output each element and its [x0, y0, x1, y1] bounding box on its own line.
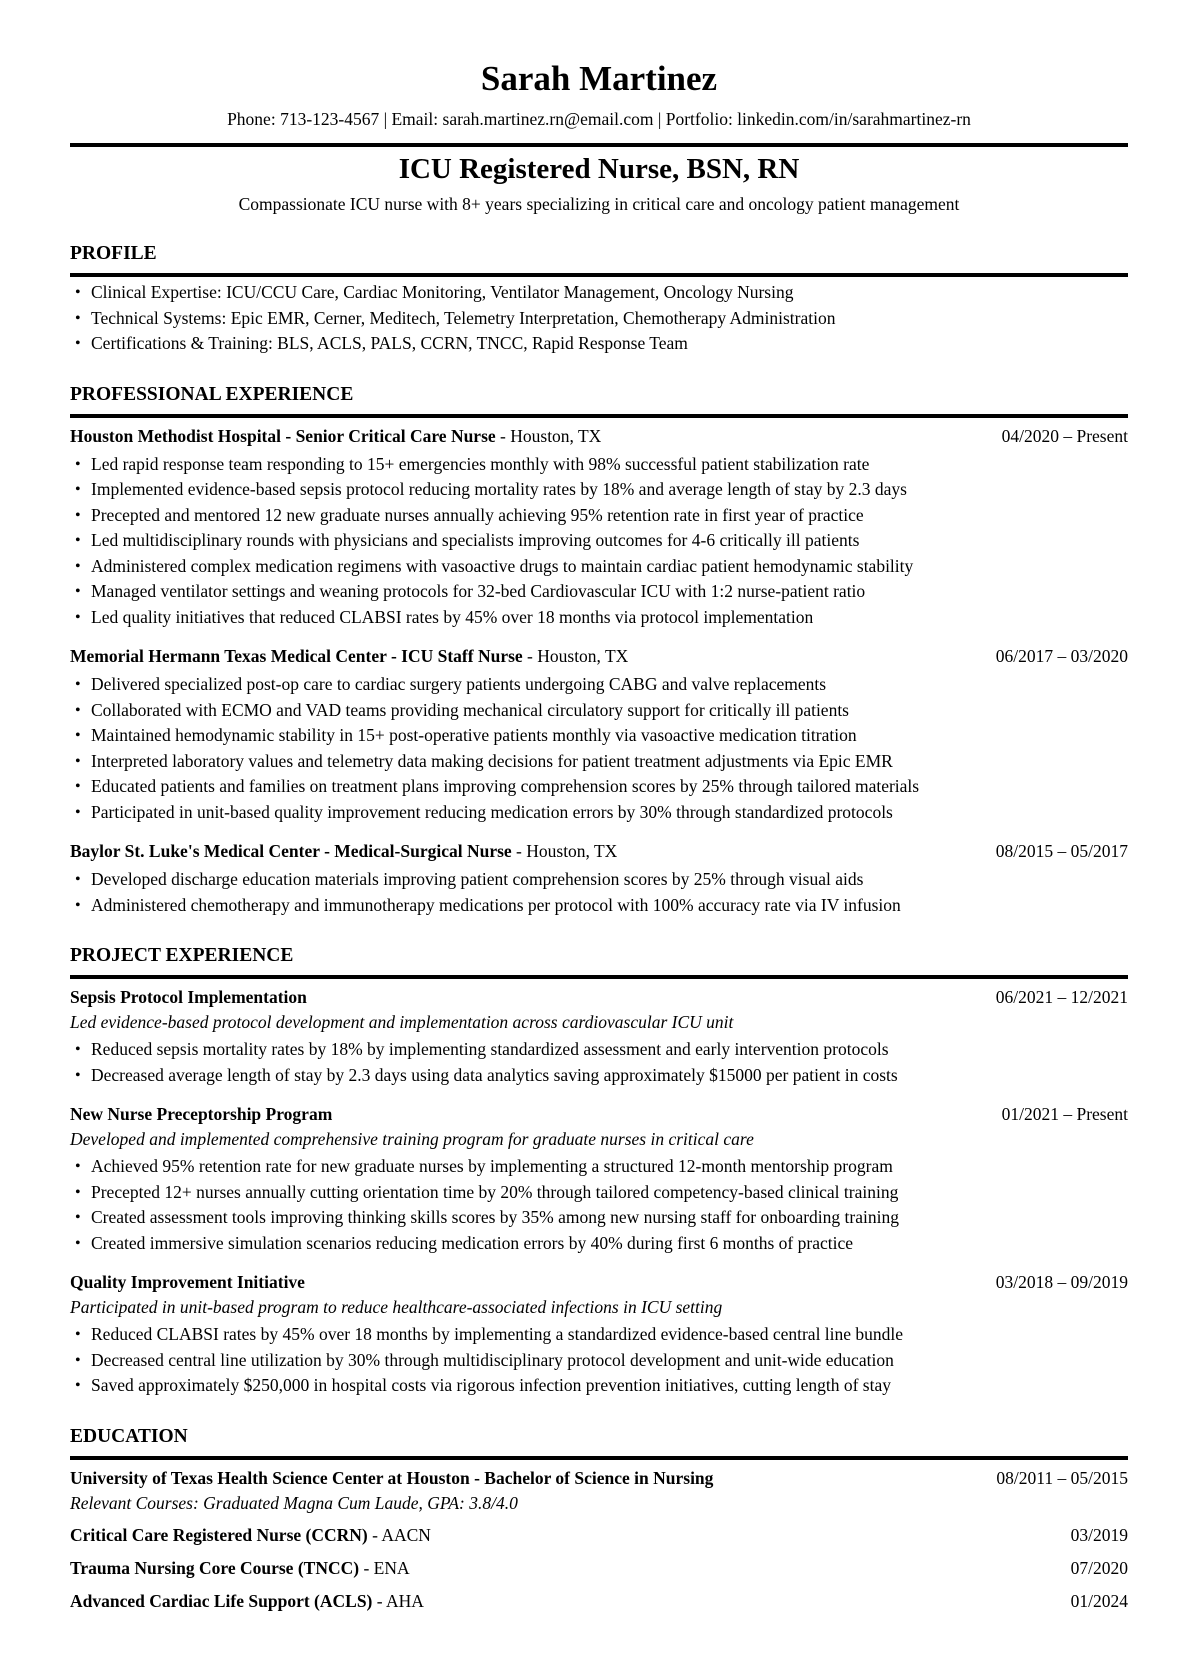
degree-name: University of Texas Health Science Center at Houston - Bachelor of Science in Nursing [70, 1467, 714, 1488]
job-dates: 06/2017 – 03/2020 [995, 646, 1128, 666]
person-name: Sarah Martinez [480, 59, 718, 98]
job-bullet: • Led rapid response team responding to 15+ emergencies monthly with 98% successful patient stabilization rate [70, 452, 1128, 478]
job-header [70, 838, 1128, 864]
job-entry [70, 423, 1128, 631]
project-bullet-list [70, 1154, 1128, 1256]
job-title [70, 838, 617, 864]
section-divider [70, 414, 1128, 418]
degree-header [70, 1465, 1128, 1491]
job-bullet: • Interpreted laboratory values and telemetry data making decisions for patient treatment adjustments via Epic EMR [70, 749, 1128, 775]
degree-courses: Relevant Courses: Graduated Magna Cum Laude, GPA: 3.8/4.0 [70, 1492, 518, 1513]
section-divider [70, 975, 1128, 979]
project-title [70, 1269, 305, 1295]
job-bullet: • Led quality initiatives that reduced CLABSI rates by 45% over 18 months via protocol implementation [70, 605, 1128, 631]
project-dates: 03/2018 – 09/2019 [995, 1272, 1128, 1292]
project-subtitle: Developed and implemented comprehensive training program for graduate nurses in critical care [70, 1129, 754, 1149]
job-entry [70, 643, 1128, 825]
project-bullet: • Reduced sepsis mortality rates by 18% by implementing standardized assessment and early intervention protocols [70, 1037, 1128, 1063]
job-title [70, 423, 601, 449]
resume-title: ICU Registered Nurse, BSN, RN [398, 153, 800, 185]
job-bullet: • Developed discharge education materials improving patient comprehension scores by 25% through visual aids [70, 867, 1128, 893]
project-bullet: • Created immersive simulation scenarios reducing medication errors by 40% during first 6 months of practice [70, 1231, 1128, 1257]
project-bullet: • Precepted 12+ nurses annually cutting orientation time by 20% through tailored competency-based clinical training [70, 1180, 1128, 1206]
certification-org: - AACN [367, 1524, 431, 1545]
degree-title [70, 1465, 713, 1491]
job-dates: 04/2020 – Present [1001, 425, 1128, 446]
job-bullet: • Collaborated with ECMO and VAD teams providing mechanical circulatory support for critically ill patients [70, 698, 1128, 724]
project-title [70, 1101, 332, 1127]
job-bullet: • Maintained hemodynamic stability in 15+ post-operative patients monthly via vasoactive medication titration [70, 723, 1128, 749]
job-header [70, 643, 1128, 669]
project-name: New Nurse Preceptorship Program [70, 1104, 333, 1124]
certification-org: - ENA [359, 1557, 410, 1578]
degree-entry [70, 1465, 1128, 1515]
project-name: Sepsis Protocol Implementation [70, 987, 307, 1007]
job-dates: 08/2015 – 05/2017 [995, 841, 1128, 861]
project-bullet: • Reduced CLABSI rates by 45% over 18 months by implementing a standardized evidence-based central line bundle [70, 1322, 1128, 1348]
experience-heading: PROFESSIONAL EXPERIENCE [70, 383, 354, 405]
job-bullet-list [70, 867, 1128, 918]
job-header [70, 423, 1128, 449]
job-org-role: Memorial Hermann Texas Medical Center - ICU Staff Nurse [70, 646, 523, 666]
certification-date: 01/2024 [1070, 1590, 1128, 1611]
job-org-role: Houston Methodist Hospital - Senior Critical Care Nurse [70, 425, 496, 446]
job-bullet: • Educated patients and families on treatment plans improving comprehension scores by 25% through tailored materials [70, 774, 1128, 800]
project-bullet: • Decreased average length of stay by 2.3 days using data analytics saving approximately $15000 per patient in costs [70, 1063, 1128, 1089]
certification-row [70, 1588, 1128, 1614]
job-bullet: • Led multidisciplinary rounds with physicians and specialists improving outcomes for 4-6 critically ill patients [70, 528, 1128, 554]
contact-line: Phone: 713-123-4567 | Email: sarah.martinez.rn@email.com | Portfolio: linkedin.com/in/sarahmartinez-rn [227, 109, 971, 129]
job-bullet: • Managed ventilator settings and weaning protocols for 32-bed Cardiovascular ICU with 1:2 nurse-patient ratio [70, 579, 1128, 605]
certification-row [70, 1555, 1128, 1581]
section-divider [70, 1456, 1128, 1460]
profile-heading: PROFILE [70, 243, 157, 264]
project-name: Quality Improvement Initiative [70, 1272, 305, 1292]
job-location: - Houston, TX [495, 425, 602, 446]
certification-name: Critical Care Registered Nurse (CCRN) [70, 1524, 368, 1545]
job-location: - Houston, TX [522, 646, 629, 666]
project-entry [70, 1269, 1128, 1399]
job-bullet: • Precepted and mentored 12 new graduate nurses annually achieving 95% retention rate in first year of practice [70, 503, 1128, 529]
certification-name: Advanced Cardiac Life Support (ACLS) [70, 1590, 373, 1611]
section-divider [70, 273, 1128, 277]
profile-bullet: • Certifications & Training: BLS, ACLS, PALS, CCRN, TNCC, Rapid Response Team [70, 331, 1128, 357]
project-dates: 06/2021 – 12/2021 [995, 987, 1128, 1007]
project-entry [70, 1101, 1128, 1256]
certification-date: 07/2020 [1070, 1557, 1128, 1578]
project-dates: 01/2021 – Present [1001, 1104, 1128, 1124]
project-header [70, 984, 1128, 1010]
section-experience [70, 383, 1128, 919]
job-location: - Houston, TX [511, 841, 618, 861]
certification-org: - AHA [372, 1590, 424, 1611]
section-education [70, 1425, 1128, 1614]
job-entry [70, 838, 1128, 918]
profile-bullet-list [70, 280, 1128, 357]
project-title [70, 984, 307, 1010]
section-projects [70, 944, 1128, 1399]
job-bullet: • Delivered specialized post-op care to cardiac surgery patients undergoing CABG and valve replacements [70, 672, 1128, 698]
job-bullet: • Administered complex medication regimens with vasoactive drugs to maintain cardiac patient hemodynamic stability [70, 554, 1128, 580]
job-bullet-list [70, 452, 1128, 631]
job-org-role: Baylor St. Luke's Medical Center - Medical-Surgical Nurse [70, 841, 512, 861]
job-title [70, 643, 628, 669]
profile-bullet: • Clinical Expertise: ICU/CCU Care, Cardiac Monitoring, Ventilator Management, Oncology Nursing [70, 280, 1128, 306]
certification-title [70, 1588, 424, 1614]
projects-heading: PROJECT EXPERIENCE [70, 945, 294, 966]
project-bullet: • Achieved 95% retention rate for new graduate nurses by implementing a structured 12-month mentorship program [70, 1154, 1128, 1180]
project-bullet: • Created assessment tools improving thinking skills scores by 35% among new nursing staff for onboarding training [70, 1205, 1128, 1231]
header-divider [70, 143, 1128, 147]
project-bullet-list [70, 1037, 1128, 1088]
degree-dates: 08/2011 – 05/2015 [996, 1467, 1128, 1488]
profile-bullet: • Technical Systems: Epic EMR, Cerner, Meditech, Telemetry Interpretation, Chemotherapy Administration [70, 306, 1128, 332]
project-entry [70, 984, 1128, 1088]
education-heading: EDUCATION [70, 1425, 188, 1447]
job-bullet: • Implemented evidence-based sepsis protocol reducing mortality rates by 18% and average length of stay by 2.3 days [70, 477, 1128, 503]
certification-title [70, 1522, 431, 1548]
project-bullet: • Decreased central line utilization by 30% through multidisciplinary protocol development and unit-wide education [70, 1348, 1128, 1374]
job-bullet: • Administered chemotherapy and immunotherapy medications per protocol with 100% accuracy rate via IV infusion [70, 893, 1128, 919]
job-bullet: • Participated in unit-based quality improvement reducing medication errors by 30% through standardized protocols [70, 800, 1128, 826]
certification-name: Trauma Nursing Core Course (TNCC) [70, 1557, 360, 1578]
job-bullet-list [70, 672, 1128, 825]
project-header [70, 1269, 1128, 1295]
project-bullet: • Saved approximately $250,000 in hospital costs via rigorous infection prevention initiatives, cutting length of stay [70, 1373, 1128, 1399]
section-profile [70, 242, 1128, 357]
certification-date: 03/2019 [1070, 1524, 1128, 1545]
project-header [70, 1101, 1128, 1127]
certification-title [70, 1555, 410, 1581]
summary-line: Compassionate ICU nurse with 8+ years specializing in critical care and oncology patient management [238, 194, 960, 214]
project-subtitle: Led evidence-based protocol development and implementation across cardiovascular ICU unit [70, 1012, 734, 1032]
certification-row [70, 1522, 1128, 1548]
project-subtitle: Participated in unit-based program to reduce healthcare-associated infections in ICU setting [70, 1297, 723, 1317]
project-bullet-list [70, 1322, 1128, 1399]
